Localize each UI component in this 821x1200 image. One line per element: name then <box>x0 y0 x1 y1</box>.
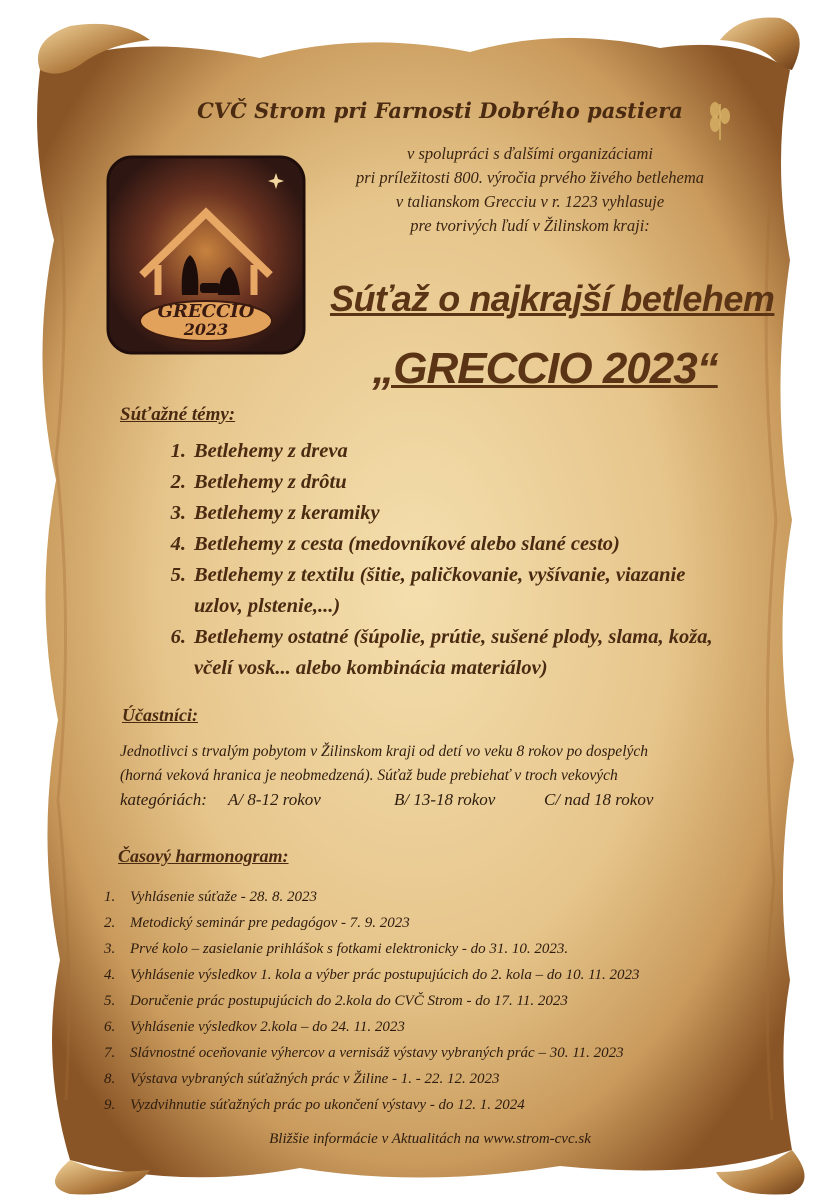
footer-info: Bližšie informácie v Aktualitách na www.strom-cvc.sk <box>269 1131 591 1147</box>
schedule-number: 8. <box>104 1071 116 1087</box>
schedule-number: 6. <box>104 1019 116 1035</box>
schedule-item <box>96 936 776 962</box>
theme-item <box>150 467 770 498</box>
poster-title: Súťaž o najkrajší betlehem <box>330 278 775 319</box>
schedule-text: Vyzdvihnutie súťažných prác po ukončení výstavy - do 12. 1. 2024 <box>130 1097 525 1113</box>
intro-line: pri príležitosti 800. výročia prvého živého betlehema <box>355 168 705 187</box>
schedule-text: Slávnostné oceňovanie výhercov a vernisáž výstavy vybraných prác – 30. 11. 2023 <box>130 1045 624 1061</box>
manger-icon <box>200 283 220 293</box>
category-c: C/ nad 18 rokov <box>544 790 654 809</box>
schedule-list <box>96 884 776 1118</box>
theme-item <box>150 498 770 529</box>
schedule-number: 3. <box>104 941 116 957</box>
intro-text <box>300 142 760 238</box>
schedule-heading: Časový harmonogram: <box>118 846 289 866</box>
theme-number: 3. <box>170 502 186 524</box>
theme-text: Betlehemy ostatné (šúpolie, prútie, sušené plody, slama, koža, <box>194 626 713 648</box>
theme-text-continued: uzlov, plstenie,...) <box>194 595 341 617</box>
schedule-item <box>96 910 776 936</box>
schedule-text: Vyhlásenie súťaže - 28. 8. 2023 <box>130 889 317 905</box>
logo-text-line2: 2023 <box>183 320 229 339</box>
schedule-text: Metodický seminár pre pedagógov - 7. 9. 2023 <box>130 915 410 931</box>
participants-line: (horná veková hranica je neobmedzená). Súťaž bude prebiehať v troch vekových <box>120 767 618 784</box>
theme-number: 2. <box>170 471 186 493</box>
schedule-text: Výstava vybraných súťažných prác v Žiline - 1. - 22. 12. 2023 <box>130 1071 500 1087</box>
theme-number: 5. <box>170 564 186 586</box>
schedule-text: Doručenie prác postupujúcich do 2.kola do CVČ Strom - do 17. 11. 2023 <box>130 993 568 1009</box>
schedule-item <box>96 884 776 910</box>
age-categories <box>120 788 770 812</box>
schedule-number: 9. <box>104 1097 116 1113</box>
theme-number: 4. <box>170 533 186 555</box>
intro-line: v talianskom Grecciu v r. 1223 vyhlasuje <box>395 192 665 211</box>
participants-heading: Účastníci: <box>122 705 198 725</box>
theme-text: Betlehemy z cesta (medovníkové alebo slané cesto) <box>194 533 620 555</box>
theme-item <box>150 560 770 622</box>
theme-item <box>150 622 770 684</box>
schedule-text: Prvé kolo – zasielanie prihlášok s fotkami elektronicky - do 31. 10. 2023. <box>130 941 569 957</box>
poster-subtitle: „GRECCIO 2023“ <box>372 344 718 393</box>
theme-text: Betlehemy z dreva <box>194 440 348 462</box>
schedule-number: 7. <box>104 1045 116 1061</box>
participants-text <box>120 740 770 812</box>
schedule-number: 4. <box>104 967 116 983</box>
greccio-logo <box>106 155 306 355</box>
categories-label: kategóriách: <box>120 790 207 809</box>
schedule-text: Vyhlásenie výsledkov 2.kola – do 24. 11. 2023 <box>130 1019 405 1035</box>
schedule-item <box>96 988 776 1014</box>
theme-text: Betlehemy z drôtu <box>194 471 347 493</box>
themes-list <box>150 436 770 684</box>
theme-text-continued: včelí vosk... alebo kombinácia materiálov) <box>194 657 548 679</box>
schedule-item <box>96 1014 776 1040</box>
schedule-number: 2. <box>104 915 116 931</box>
intro-line: v spolupráci s ďalšími organizáciami <box>407 144 653 163</box>
schedule-item <box>96 1092 776 1118</box>
schedule-text: Vyhlásenie výsledkov 1. kola a výber prác postupujúcich do 2. kola – do 10. 11. 2023 <box>130 967 640 983</box>
theme-item <box>150 529 770 560</box>
organizer-heading: CVČ Strom pri Farnosti Dobrého pastiera <box>197 98 683 123</box>
category-b: B/ 13-18 rokov <box>394 790 496 809</box>
themes-heading: Súťažné témy: <box>120 404 236 425</box>
theme-text: Betlehemy z textilu (šitie, paličkovanie, vyšívanie, viazanie <box>194 564 686 586</box>
participants-line: Jednotlivci s trvalým pobytom v Žilinskom kraji od detí vo veku 8 rokov po dospelých <box>120 743 649 760</box>
category-a: A/ 8-12 rokov <box>228 790 321 809</box>
schedule-item <box>96 962 776 988</box>
intro-line: pre tvorivých ľudí v Žilinskom kraji: <box>410 216 650 235</box>
theme-number: 6. <box>170 626 186 648</box>
theme-text: Betlehemy z keramiky <box>194 502 380 524</box>
theme-item <box>150 436 770 467</box>
schedule-item <box>96 1040 776 1066</box>
logo-text-line1: GRECCIO <box>157 301 255 322</box>
wheat-ornament-icon <box>700 94 740 144</box>
schedule-item <box>96 1066 776 1092</box>
theme-number: 1. <box>170 440 186 462</box>
schedule-number: 1. <box>104 889 116 905</box>
schedule-number: 5. <box>104 993 116 1009</box>
